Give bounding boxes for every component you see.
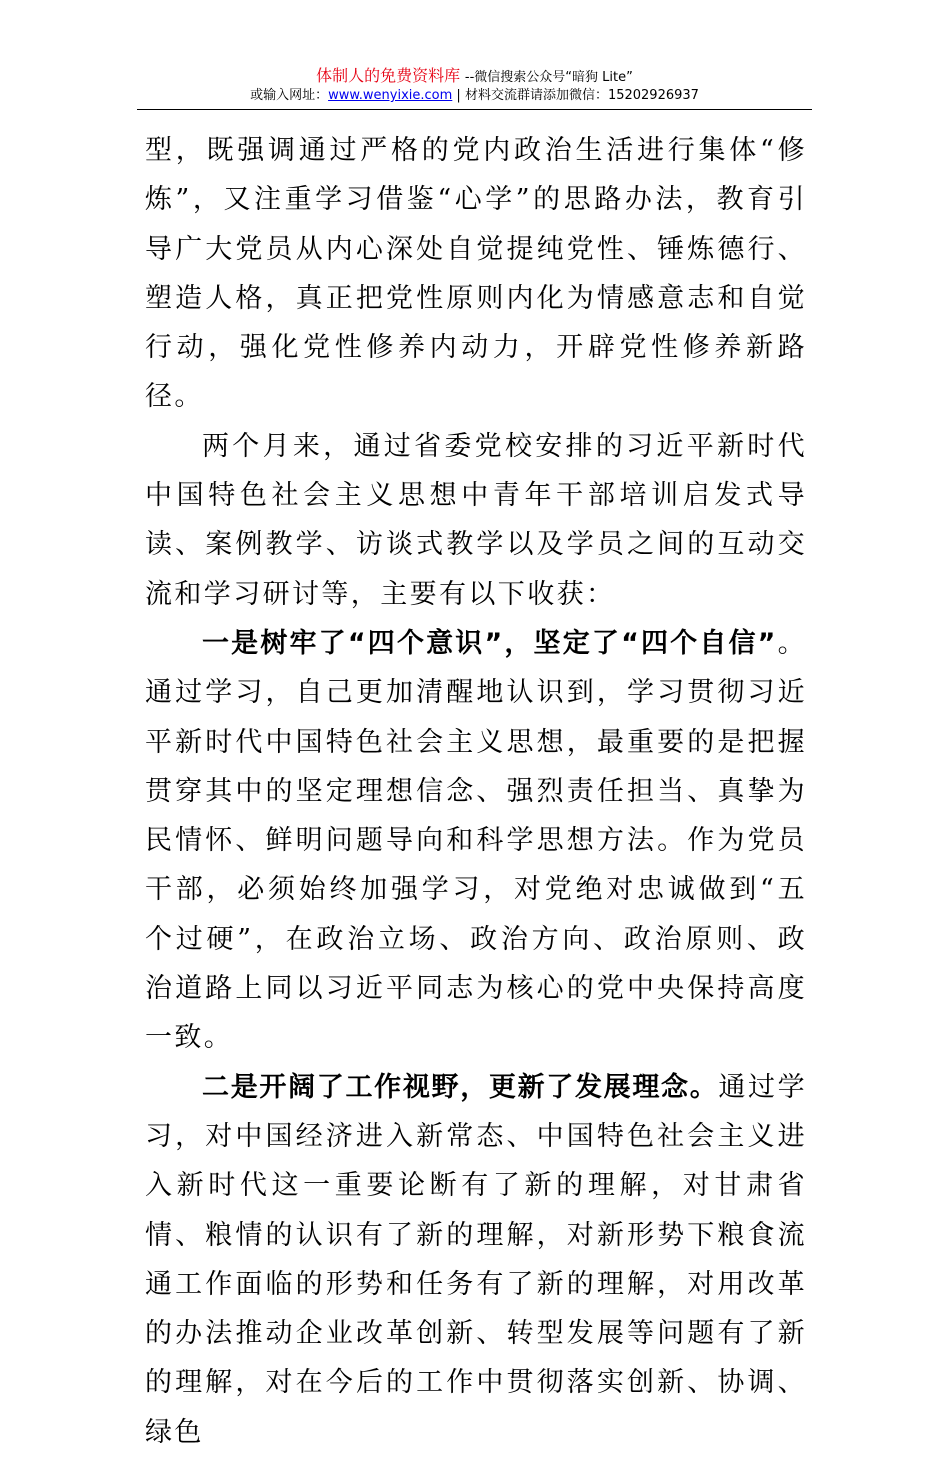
paragraph-2-text: 两个月来，通过省委党校安排的习近平新时代中国特色社会主义思想中青年干部培训启发式导读、案例教学、访谈式教学以及学员之间的互动交流和学习研讨等，主要有以下收获： <box>145 430 807 610</box>
paragraph-3-text: 。通过学习，自己更加清醒地认识到，学习贯彻习近平新时代中国特色社会主义思想，最重要的是把握贯穿其中的坚定理想信念、强烈责任担当、真挚为民情怀、鲜明问题导向和科学思想方法。作为党员干部，必须始终加强学习，对党绝对忠诚做到“五个过硬”，在政治立场、政治方向、政治原则、政治道路上同以习近平同志为核心的党中央保持高度一致。 <box>145 627 807 1054</box>
paragraph-1 <box>145 126 807 422</box>
paragraph-4-text: 通过学习，对中国经济进入新常态、中国特色社会主义进入新时代这一重要论断有了新的理解，对甘肃省情、粮情的认识有了新的理解，对新形势下粮食流通工作面临的形势和任务有了新的理解，对用改革的办法推动企业改革创新、转型发展等问题有了新的理解，对在今后的工作中贯彻落实创新、协调、绿色 <box>145 1071 808 1448</box>
header-slogan: --微信搜索公众号“暗狗 Lite” <box>464 70 633 85</box>
paragraph-3 <box>145 619 807 1063</box>
website-link[interactable]: www.wenyixie.com <box>328 88 453 103</box>
paragraph-4 <box>145 1063 807 1457</box>
document-body <box>145 126 807 1457</box>
header-divider <box>137 109 812 110</box>
brand-title: 体制人的免费资料库 <box>316 66 461 85</box>
paragraph-3-heading: 一是树牢了“四个意识”，坚定了“四个自信” <box>202 627 777 659</box>
header-contact <box>137 87 812 105</box>
paragraph-2 <box>145 422 807 619</box>
paragraph-1-text: 型，既强调通过严格的党内政治生活进行集体“修炼”，又注重学习借鉴“心学”的思路办法，教育引导广大党员从内心深处自觉提纯党性、锤炼德行、塑造人格，真正把党性原则内化为情感意志和自觉行动，强化党性修养内动力，开辟党性修养新路径。 <box>145 135 807 413</box>
paragraph-4-heading: 二是开阔了工作视野，更新了发展理念。 <box>202 1071 719 1103</box>
contact-text: | 材料交流群请添加微信：15202926937 <box>452 88 699 103</box>
header-banner <box>137 66 812 86</box>
url-prefix: 或输入网址： <box>250 88 329 103</box>
page-header <box>137 66 812 105</box>
